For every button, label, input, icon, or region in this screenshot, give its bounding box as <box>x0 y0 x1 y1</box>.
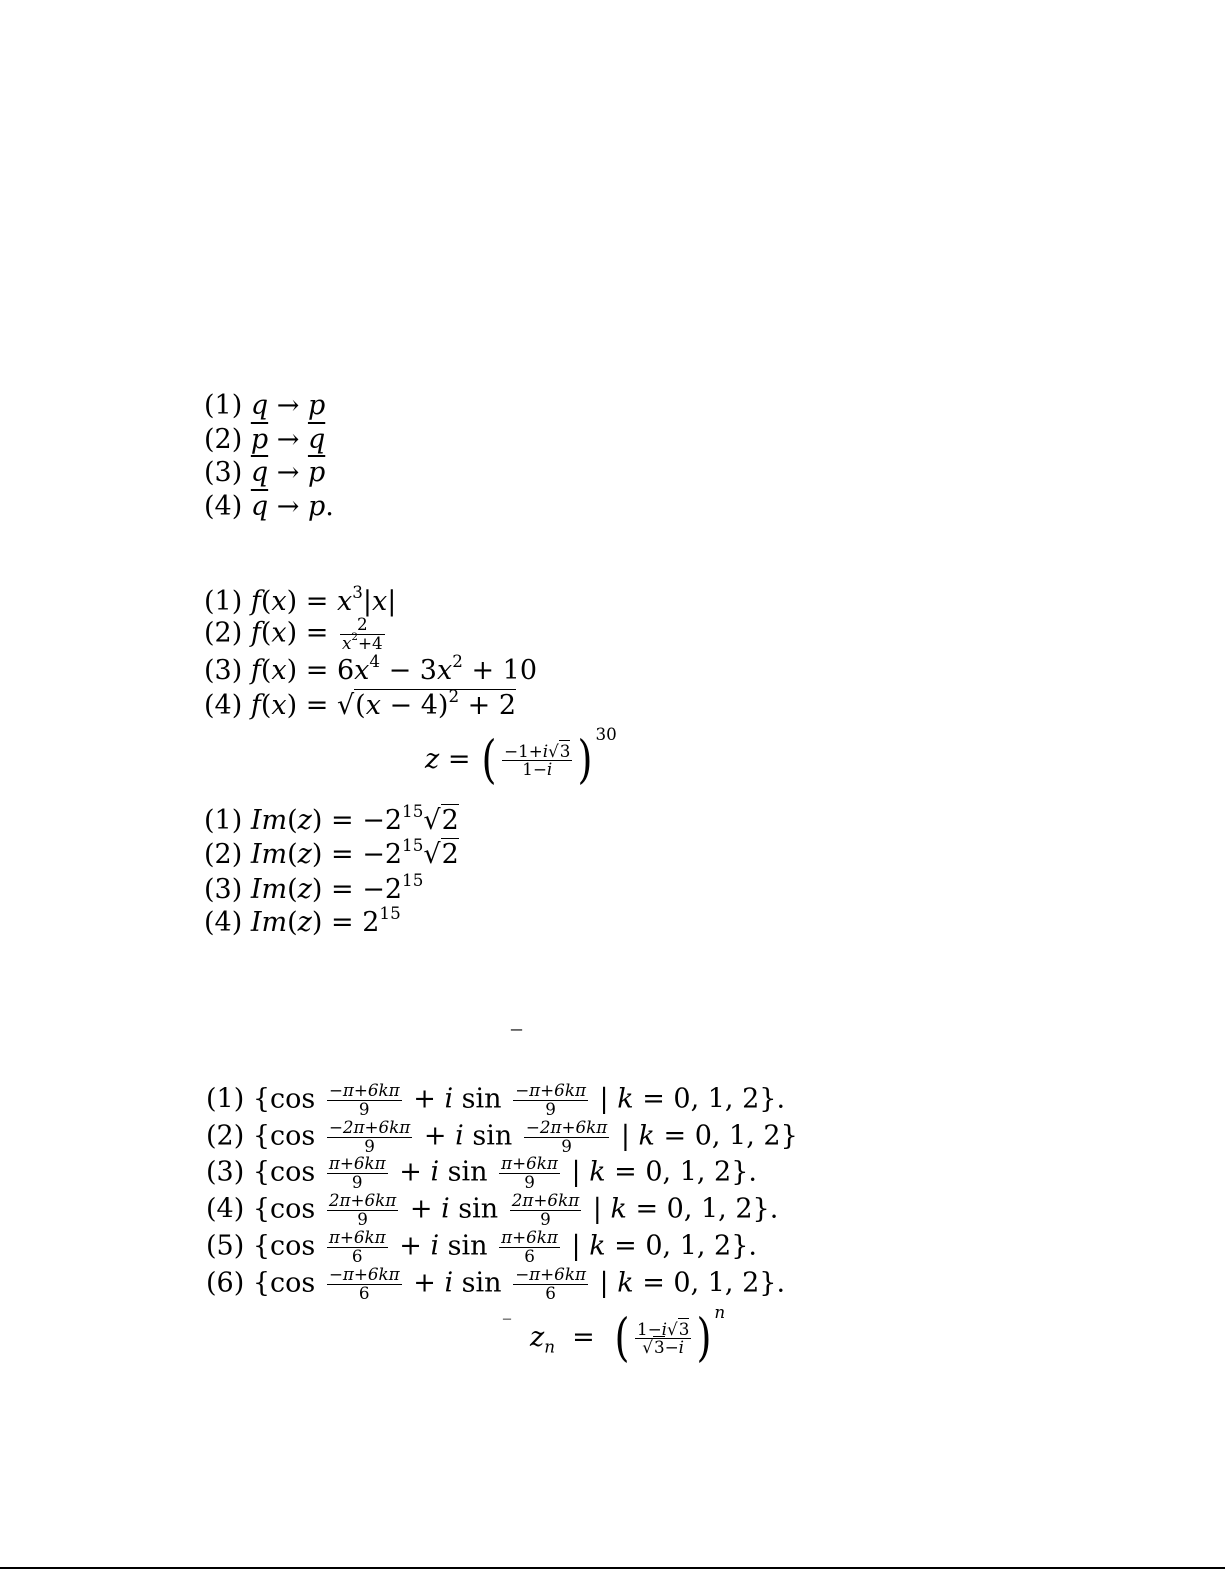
function-option-3: (3) $f(x) = 6x^4 - 3x^2 + 10$ <box>204 650 538 686</box>
logic-option-4: (4) $\overline{q} \to p$. <box>204 491 334 522</box>
roots-option-4: (4) {cos $\frac{2\pi+6k\pi}{9}$ + i sin $\frac{2\pi+6k\pi}{9}$ | k = 0, 1, 2}. <box>206 1190 779 1229</box>
function-option-4: (4) $f(x) = √(x - 4)^2 + 2$ <box>204 685 517 721</box>
logic-option-3: (3) $\overline{q} \to \overline{p}$ <box>204 457 326 488</box>
dash-mark-2: – <box>503 1310 511 1327</box>
roots-option-5: (5) {cos $\frac{\pi+6k\pi}{6}$ + i sin $\frac{\pi+6k\pi}{6}$ | k = 0, 1, 2}. <box>206 1227 758 1266</box>
roots-option-1: (1) {cos $\frac{-\pi+6k\pi}{9}$ + i sin $\frac{-\pi+6k\pi}{9}$ | k = 0, 1, 2}. <box>206 1080 786 1119</box>
roots-option-3: (3) {cos $\frac{\pi+6k\pi}{9}$ + i sin $\frac{\pi+6k\pi}{9}$ | k = 0, 1, 2}. <box>206 1153 758 1192</box>
im-option-4: (4) $Im(z) = 2^{15}$ <box>204 902 401 938</box>
roots-option-2: (2) {cos $\frac{-2\pi+6k\pi}{9}$ + i sin $\frac{-2\pi+6k\pi}{9}$ | k = 0, 1, 2} <box>206 1117 798 1156</box>
function-option-1: (1) $f(x) = x^3|x|$ <box>204 581 397 617</box>
fraction: $\frac{2}{x^2+4}$ <box>341 614 383 653</box>
bottom-rule <box>0 1567 1225 1569</box>
roots-option-6: (6) {cos $\frac{-\pi+6k\pi}{6}$ + i sin $\frac{-\pi+6k\pi}{6}$ | k = 0, 1, 2}. <box>206 1264 786 1303</box>
complex-z-expression: z = ( $\frac{-1+i√3}{1-i}$ ) $^{30}$ <box>425 723 617 790</box>
zn-expression: $z_n$ = ( $\frac{1-i√3}{√3-i}$ ) $^n$ <box>530 1301 726 1368</box>
logic-option-2: (2) $\overline{p} \to \overline{q}$ <box>204 424 326 455</box>
im-option-2: (2) $Im(z) = -2^{15}√2$ <box>204 834 459 870</box>
im-option-1: (1) $Im(z) = -2^{15}√2$ <box>204 800 459 836</box>
dash-mark: – <box>511 1015 522 1040</box>
im-option-3: (3) $Im(z) = -2^{15}$ <box>204 869 424 905</box>
logic-option-1: (1) q → p <box>204 390 326 421</box>
function-option-2: (2) f(x) = $\frac{2}{x^2+4}$ <box>204 614 383 653</box>
